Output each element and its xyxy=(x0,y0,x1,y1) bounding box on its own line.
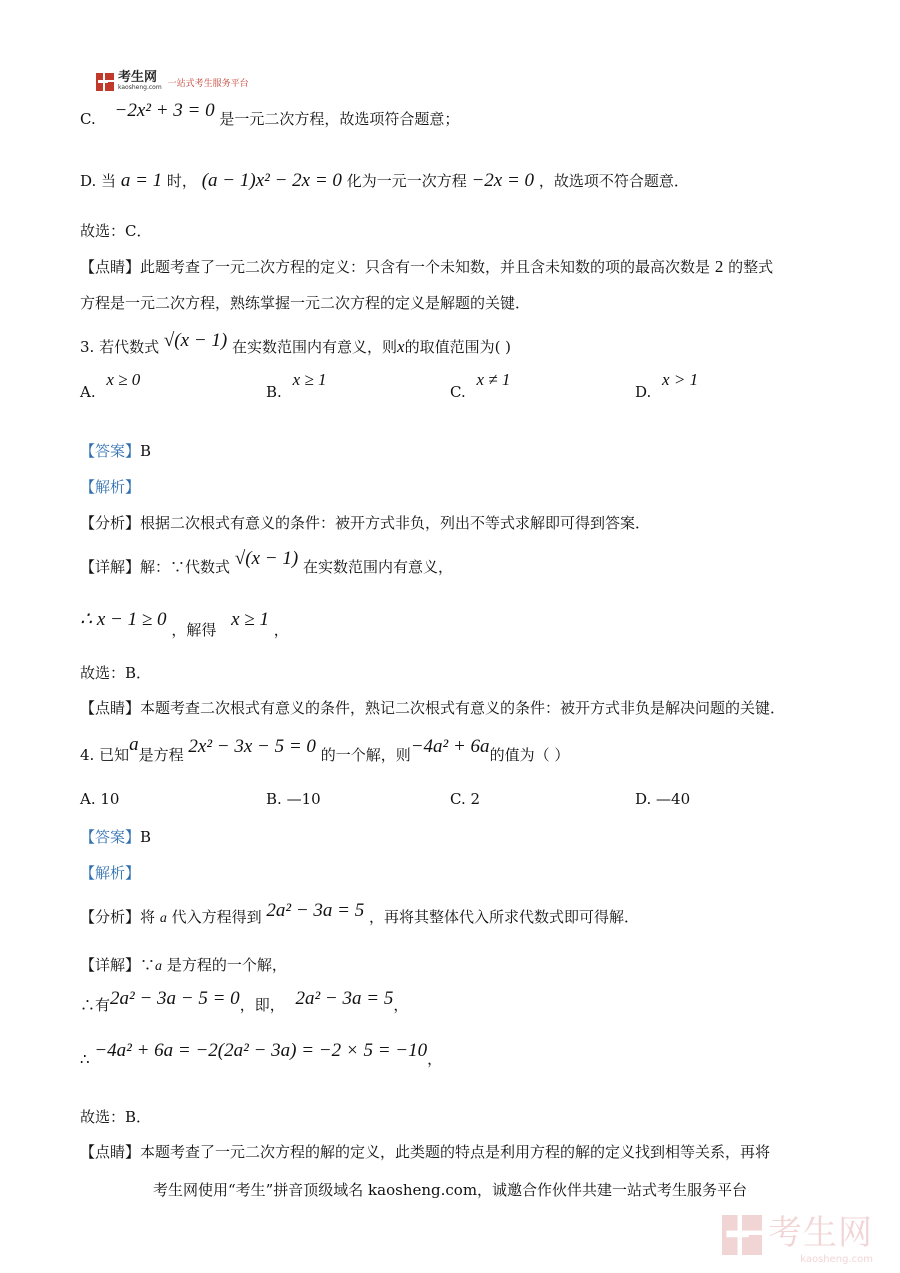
q4-fenxi-text-b: 代入方程得到 xyxy=(171,908,262,926)
q3-option-b xyxy=(266,370,327,402)
q4-stem-var: a xyxy=(129,734,139,755)
comment-1-number: 2 xyxy=(714,257,724,276)
q4-xiangjie-text-b: 是方程的一个解， xyxy=(166,956,287,974)
q4-xiangjie-tag: 【详解】 xyxy=(80,956,141,974)
q3-stem-text-b: 在实数范围内有意义，则 xyxy=(232,338,398,356)
logo-brand: 考生网 xyxy=(118,70,158,85)
q4-xiangjie-text-a: ∵ xyxy=(140,956,156,974)
q3-answer-value: B xyxy=(140,442,152,460)
watermark-logo-icon xyxy=(722,1215,762,1255)
option-c-label: C. xyxy=(80,110,96,128)
q4-xiangjie xyxy=(80,954,287,975)
q3-dianjing-text: 本题考查二次根式有意义的条件，熟记二次根式有意义的条件：被开方式非负是解决问题的关键． xyxy=(140,699,786,717)
q3-option-a-math: x ≥ 0 xyxy=(106,370,141,389)
q4-answer-value: B xyxy=(140,828,152,846)
q4-stem-text-b: 是方程 xyxy=(138,746,184,764)
q3-option-d-math: x > 1 xyxy=(662,370,699,389)
q3-option-c-math: x ≠ 1 xyxy=(476,370,511,389)
q4-stem-math2: −4a² + 6a xyxy=(410,736,490,757)
comment-1-text-b: 的整式 xyxy=(728,258,774,276)
q3-answer xyxy=(80,440,151,461)
q4-step1 xyxy=(80,988,409,1016)
q3-step xyxy=(80,608,289,639)
header-logo xyxy=(96,72,249,91)
q3-dianjing xyxy=(80,697,785,718)
option-d-label: D. 当 xyxy=(80,172,117,190)
q4-fenxi-var: a xyxy=(159,911,167,926)
q3-stem-text-c: 的取值范围为( ) xyxy=(404,338,512,356)
q4-stem-text-a: 4. 已知 xyxy=(80,746,130,764)
q4-dianjing xyxy=(80,1141,770,1162)
q4-fenxi-math: 2a² − 3a = 5 xyxy=(266,900,365,921)
q4-stem-math: 2x² − 3x − 5 = 0 xyxy=(188,736,316,757)
option-d-text3: ，故选项不符合题意． xyxy=(538,172,689,190)
q4-step1-text-a: ∴有 xyxy=(80,996,111,1014)
q3-option-b-label: B. xyxy=(266,383,282,401)
q4-step2-text-a: ∴ xyxy=(80,1050,90,1068)
option-d-text2: 化为一元一次方程 xyxy=(346,172,467,190)
q4-step1-math2: 2a² − 3a = 5 xyxy=(295,988,394,1009)
q4-step1-text-c: ， xyxy=(393,996,409,1014)
q3-xiangjie-text-a: 解：∵代数式 xyxy=(140,558,231,576)
q4-stem-text-d: 的值为（ ） xyxy=(489,746,570,764)
q3-stem-text-a: 3. 若代数式 xyxy=(80,338,160,356)
q4-option-d xyxy=(635,790,690,808)
q4-fenxi-tag: 【分析】 xyxy=(80,908,141,926)
q4-fenxi-text-a: 将 xyxy=(140,908,156,926)
q4-answer-tag: 【答案】 xyxy=(80,828,141,846)
q4-answer xyxy=(80,826,151,847)
q4-option-b-value: —10 xyxy=(286,790,321,808)
q3-option-c-label: C. xyxy=(450,383,466,401)
q4-option-b xyxy=(266,790,321,808)
q3-step-math2: x ≥ 1 xyxy=(231,609,269,630)
watermark-brand: 考生网 xyxy=(768,1213,873,1253)
q4-fenxi-text-c: ，再将其整体代入所求代数式即可得解． xyxy=(369,908,640,926)
q3-answer-tag: 【答案】 xyxy=(80,442,141,460)
option-c-line xyxy=(80,100,460,130)
q3-step-math1: ∴ x − 1 ≥ 0 xyxy=(80,609,167,630)
q3-option-b-math: x ≥ 1 xyxy=(292,370,327,389)
q3-option-d-label: D. xyxy=(635,383,652,401)
q4-step2 xyxy=(80,1040,443,1070)
q3-option-a-label: A. xyxy=(80,383,96,401)
watermark-url: kaosheng.com xyxy=(800,1254,873,1265)
q3-dianjing-tag: 【点睛】 xyxy=(80,699,141,717)
q4-option-c-value: 2 xyxy=(470,790,481,808)
q4-option-a xyxy=(80,790,119,808)
q3-fenxi xyxy=(80,512,650,533)
option-d-text1: 时， xyxy=(166,172,197,190)
option-d-math1: a = 1 xyxy=(120,170,163,191)
q3-step-text2: ， xyxy=(273,621,289,639)
q3-option-a xyxy=(80,370,141,402)
q4-step1-math: 2a² − 3a − 5 = 0 xyxy=(110,988,240,1009)
option-d-math2: (a − 1)x² − 2x = 0 xyxy=(201,170,342,191)
q4-option-d-label: D. xyxy=(635,790,652,808)
q4-choose: 故选：B． xyxy=(80,1108,152,1126)
option-d-math3: −2x = 0 xyxy=(471,170,535,191)
q4-step1-text-b: ，即， xyxy=(239,996,285,1014)
q4-analysis-tag: 【解析】 xyxy=(80,864,141,882)
q4-option-d-value: —40 xyxy=(656,790,691,808)
q4-xiangjie-var: a xyxy=(155,959,163,974)
q4-option-a-value: 10 xyxy=(100,790,120,808)
watermark xyxy=(722,1205,873,1265)
logo-slogan: 一站式考生服务平台 xyxy=(167,79,249,89)
page-footer: 考生网使用“考生”拼音顶级域名 kaosheng.com，诚邀合作伙伴共建一站式考生服务平台 xyxy=(152,1181,748,1199)
option-c-math: −2x² + 3 = 0 xyxy=(114,100,215,121)
q4-stem xyxy=(80,734,570,766)
q3-analysis-tag: 【解析】 xyxy=(80,478,141,496)
q4-option-b-label: B. xyxy=(266,790,282,808)
answer-line-1: 故选：C． xyxy=(80,222,152,240)
q4-option-a-label: A. xyxy=(80,790,96,808)
q3-xiangjie-math: √(x − 1) xyxy=(234,548,299,569)
q3-xiangjie-tag: 【详解】 xyxy=(80,558,141,576)
q3-fenxi-tag: 【分析】 xyxy=(80,514,141,532)
q3-xiangjie xyxy=(80,548,453,578)
comment-1-line-b: 方程是一元二次方程，熟练掌握一元二次方程的定义是解题的关键． xyxy=(80,294,531,312)
comment-1-line-a xyxy=(80,256,773,277)
comment-1-text-a: 此题考查了一元二次方程的定义：只含有一个未知数，并且含未知数的项的最高次数是 xyxy=(140,258,711,276)
q3-xiangjie-text-b: 在实数范围内有意义， xyxy=(302,558,453,576)
q4-step2-text-b: ， xyxy=(427,1050,443,1068)
q4-option-c-label: C. xyxy=(450,790,466,808)
q4-dianjing-tag: 【点睛】 xyxy=(80,1143,141,1161)
dianjing-tag-1: 【点睛】 xyxy=(80,258,141,276)
option-c-text: 是一元二次方程，故选项符合题意； xyxy=(219,110,460,128)
q3-stem xyxy=(80,330,512,358)
q3-option-c xyxy=(450,370,511,402)
q3-step-text1: ，解得 xyxy=(171,621,217,639)
q4-dianjing-text: 本题考查了一元二次方程的解的定义，此类题的特点是利用方程的解的定义找到相等关系，再将 xyxy=(140,1143,771,1161)
q3-stem-var: x xyxy=(397,337,405,356)
kaosheng-logo-icon xyxy=(96,73,114,91)
logo-url: kaosheng.com xyxy=(118,84,162,91)
option-d-line xyxy=(80,170,689,192)
q3-fenxi-text: 根据二次根式有意义的条件：被开方式非负，列出不等式求解即可得到答案． xyxy=(140,514,651,532)
q4-step2-math: −4a² + 6a = −2(2a² − 3a) = −2 × 5 = −10 xyxy=(94,1040,428,1061)
q3-option-d xyxy=(635,370,699,402)
q3-stem-math: √(x − 1) xyxy=(163,330,228,351)
q3-choose: 故选：B． xyxy=(80,664,152,682)
q4-stem-text-c: 的一个解，则 xyxy=(320,746,411,764)
q4-fenxi xyxy=(80,900,640,928)
q4-option-c xyxy=(450,790,480,808)
